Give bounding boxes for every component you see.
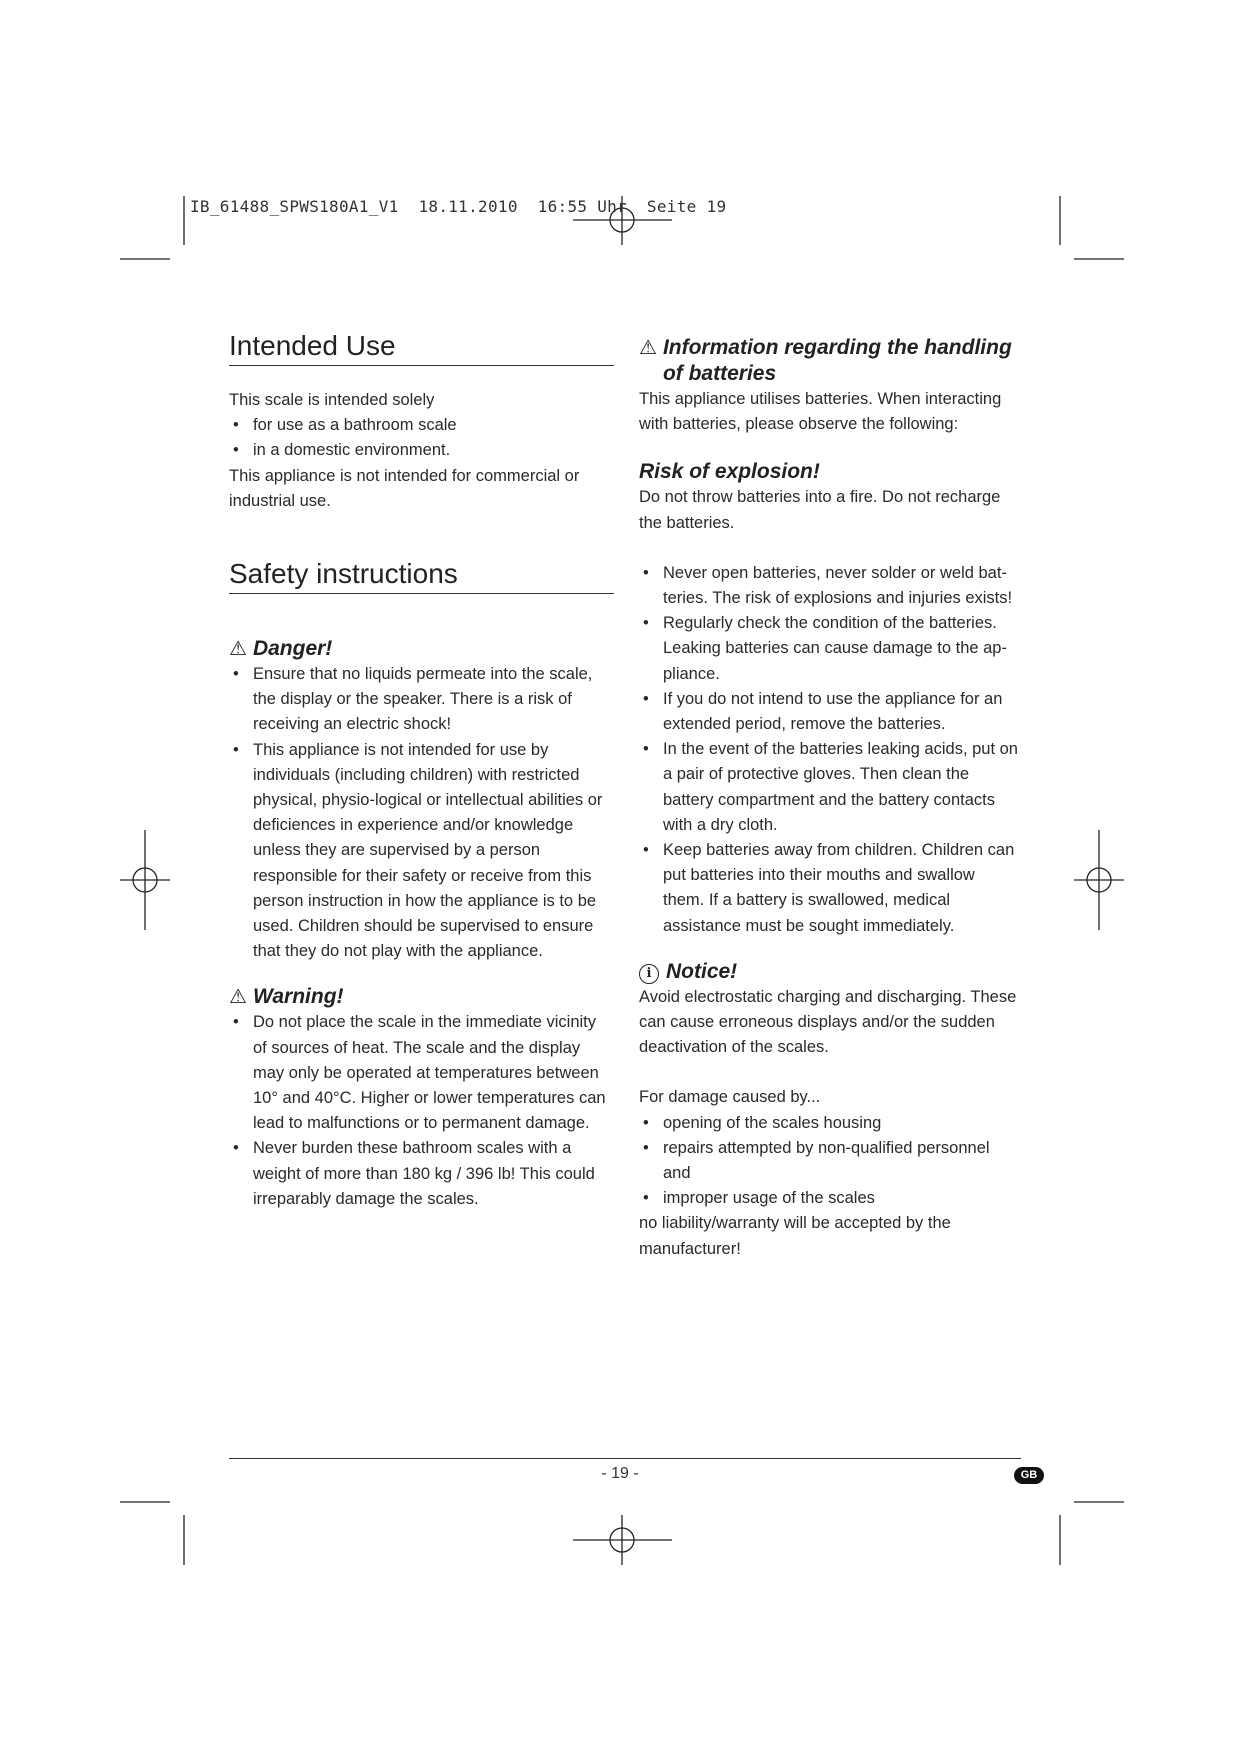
batteries-intro: This appliance utilises batteries. When interacting with batteries, please observe the following: <box>639 390 1002 434</box>
warning-heading-text: Warning! <box>252 985 344 1009</box>
explosion-heading: Risk of explosion! <box>639 460 820 484</box>
list-item: • Ensure that no liquids permeate into the scale, the display or the speaker. There is a risk of receiving an electric shock! <box>229 662 614 738</box>
danger-heading-text: Danger! <box>252 637 333 661</box>
danger-list <box>229 662 614 964</box>
notice-text: Avoid electrostatic charging and discharging. These can cause erroneous displays and/or the sudden deactivation of the scales. <box>639 987 1017 1057</box>
list-item: • In the event of the batteries leaking acids, put on a pair of protective gloves. Then clean the battery compartment and the battery contacts with a dry cloth. <box>639 737 1019 838</box>
list-item: • This appliance is not intended for use by individuals (including children) with restricted physical, physio-logical or intellectual abilities or deficiences in experience and/or knowledge unless they are supervised by a person responsible for their safety or receive from this person instruction in how the appliance is to be used. Children should be supervised to ensure that they do not play with the appliance. <box>229 738 614 965</box>
safety-instructions-heading: Safety instructions <box>229 558 614 594</box>
page-number: - 19 - <box>601 1465 639 1482</box>
list-item: • Regularly check the condition of the batteries. Leaking batteries can cause damage to the ap-pliance. <box>639 611 1019 687</box>
footer-rule <box>229 1458 1021 1459</box>
battery-safety-list <box>639 561 1019 939</box>
info-icon: i <box>639 964 659 984</box>
list-item: • If you do not intend to use the appliance for an extended period, remove the batteries. <box>639 687 1019 737</box>
damage-outro: no liability/warranty will be accepted by the manufacturer! <box>639 1214 951 1258</box>
batteries-heading <box>639 335 1019 387</box>
intended-use-intro: This scale is intended solely <box>229 391 435 409</box>
list-item: • Do not place the scale in the immediate vicinity of sources of heat. The scale and the display may only be operated at temperatures between 10° and 40°C. Higher or lower temperatures can lead to malfunctions or to permanent damage. <box>229 1010 614 1136</box>
list-item: • improper usage of the scales <box>639 1186 1019 1211</box>
print-job-header: IB_61488_SPWS180A1_V1 18.11.2010 16:55 Uhr Seite 19 <box>190 197 727 216</box>
warning-triangle-icon: ⚠ <box>229 638 247 661</box>
intended-use-outro: This appliance is not intended for commercial or industrial use. <box>229 466 580 510</box>
list-item: • Never burden these bathroom scales with a weight of more than 180 kg / 396 lb! This could irreparably damage the scales. <box>229 1136 614 1212</box>
list-item: • repairs attempted by non-qualified personnel and <box>639 1136 1019 1186</box>
danger-heading <box>229 636 614 662</box>
list-item: • opening of the scales housing <box>639 1111 1019 1136</box>
warning-list <box>229 1010 614 1212</box>
list-item: • Keep batteries away from children. Children can put batteries into their mouths and swallow them. If a battery is swallowed, medical assistance must be sought immediately. <box>639 838 1019 939</box>
batteries-heading-text: Information regarding the handling of batteries <box>662 336 1012 385</box>
notice-heading-text: Notice! <box>666 959 738 983</box>
right-column <box>639 335 1019 1262</box>
intended-use-list <box>229 413 614 463</box>
warning-heading <box>229 984 614 1010</box>
damage-intro: For damage caused by... <box>639 1088 821 1107</box>
left-column <box>229 330 614 1212</box>
language-badge: GB <box>1014 1467 1044 1484</box>
list-item: • in a domestic environment. <box>229 438 614 463</box>
list-item: • for use as a bathroom scale <box>229 413 614 438</box>
damage-list <box>639 1111 1019 1212</box>
intended-use-heading: Intended Use <box>229 330 614 366</box>
notice-heading <box>639 959 1019 985</box>
warning-triangle-icon: ⚠ <box>639 337 657 359</box>
list-item: • Never open batteries, never solder or weld bat-teries. The risk of explosions and injuries exists! <box>639 561 1019 611</box>
explosion-text: Do not throw batteries into a fire. Do not recharge the batteries. <box>639 488 1001 532</box>
warning-triangle-icon: ⚠ <box>229 986 247 1009</box>
